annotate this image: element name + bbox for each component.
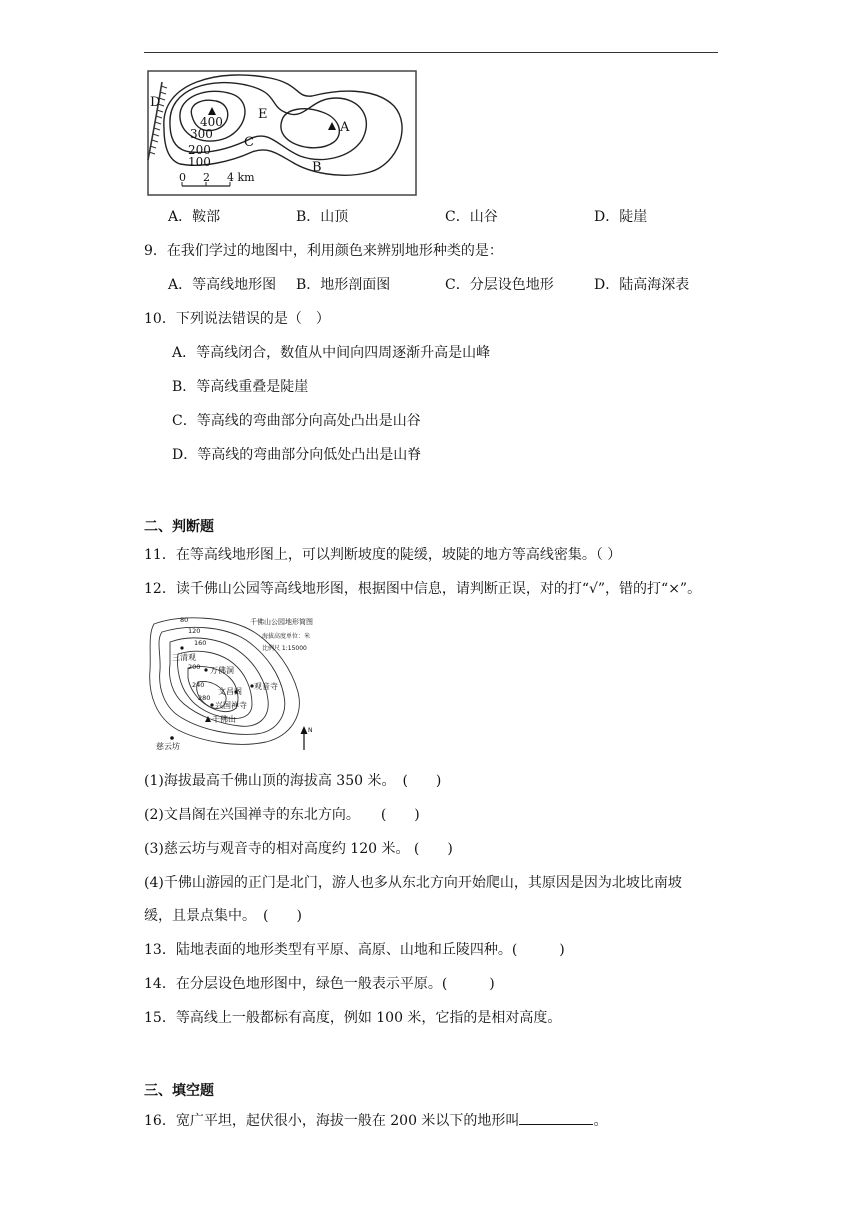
qianfoshan-contour-map — [142, 612, 332, 754]
q9-option-c[interactable]: C．分层设色地形 — [445, 277, 554, 293]
q9-stem: 9．在我们学过的地图中，利用颜色来辨别地形种类的是： — [144, 243, 503, 259]
place-guanyinsi: 观音寺 — [254, 682, 278, 691]
q16-text-end: 。 — [593, 1113, 608, 1129]
place-qianfoshan: 千佛山 — [212, 715, 236, 724]
svg-text:0: 0 — [179, 171, 186, 184]
q16-answer-blank[interactable] — [519, 1110, 593, 1125]
place-wenchangge: 文昌阁 — [218, 687, 242, 696]
svg-text:240: 240 — [192, 681, 205, 689]
q12-item-4-continued: 缓，且景点集中。 ( ) — [144, 908, 302, 924]
q16-line — [144, 1110, 607, 1131]
svg-text:2: 2 — [203, 171, 210, 184]
q11-text: 11．在等高线地形图上，可以判断坡度的陡缓，坡陡的地方等高线密集。（ ） — [144, 547, 622, 563]
q10-stem: 10．下列说法错误的是（ ） — [144, 311, 330, 327]
q8-option-a[interactable]: A．鞍部 — [168, 209, 221, 225]
section-title-fill-blank: 三、填空题 — [144, 1083, 214, 1099]
q8-option-b[interactable]: B．山顶 — [296, 209, 349, 225]
place-xingguochansi: 兴国禅寺 — [215, 701, 247, 710]
q15-text: 15．等高线上一般都标有高度，例如 100 米，它指的是相对高度。 — [144, 1010, 562, 1026]
q9-option-a[interactable]: A．等高线地形图 — [168, 277, 277, 293]
contour-label: 200 — [188, 143, 211, 157]
svg-text:160: 160 — [194, 639, 207, 647]
place-sanqingguan: 三清观 — [172, 653, 196, 662]
q10-option-b[interactable]: B．等高线重叠是陡崖 — [172, 379, 309, 395]
svg-text:N: N — [308, 727, 313, 734]
svg-text:比例尺 1:15000: 比例尺 1:15000 — [262, 645, 307, 652]
section-title-judgment: 二、判断题 — [144, 519, 214, 535]
q12-item-2: (2)文昌阁在兴国禅寺的东北方向。 ( ) — [144, 807, 420, 823]
contour-label: 400 — [200, 115, 223, 129]
q8-option-c[interactable]: C．山谷 — [445, 209, 498, 225]
place-ciyunfang: 慈云坊 — [156, 742, 180, 751]
q13-text: 13．陆地表面的地形类型有平原、高原、山地和丘陵四种。( ) — [144, 942, 565, 958]
q12-item-4: (4)千佛山游园的正门是北门，游人也多从东北方向开始爬山，其原因是因为北坡比南坡 — [144, 875, 682, 891]
map-title: 千佛山公园地形简图 — [250, 618, 313, 626]
contour-map-figure — [140, 68, 422, 198]
svg-text:200: 200 — [188, 663, 201, 671]
point-label-a: A — [340, 120, 350, 135]
q12-stem: 12．读千佛山公园等高线地形图，根据图中信息，请判断正误，对的打“√”，错的打“×”。 — [144, 581, 702, 597]
contour-label: 300 — [190, 127, 213, 141]
point-label-e: E — [258, 107, 268, 122]
svg-text:280: 280 — [198, 694, 211, 702]
q9-option-b[interactable]: B．地形剖面图 — [296, 277, 391, 293]
north-arrow-icon — [301, 726, 313, 750]
place-wanfodong: 万佛洞 — [210, 666, 234, 675]
point-label-c: C — [244, 135, 254, 150]
q10-option-a[interactable]: A．等高线闭合，数值从中间向四周逐渐升高是山峰 — [172, 345, 491, 361]
q12-item-3: (3)慈云坊与观音寺的相对高度约 120 米。 ( ) — [144, 841, 453, 857]
q8-option-d[interactable]: D．陡崖 — [594, 209, 648, 225]
svg-text:120: 120 — [188, 627, 201, 635]
qianfoshan-legend — [250, 617, 313, 652]
q10-option-c[interactable]: C．等高线的弯曲部分向高处凸出是山谷 — [172, 413, 421, 429]
svg-text:海拔高度单位：米: 海拔高度单位：米 — [262, 633, 311, 640]
svg-text:4 km: 4 km — [227, 171, 255, 184]
qianfoshan-places — [156, 646, 278, 751]
q16-text: 16．宽广平坦，起伏很小，海拔一般在 200 米以下的地形叫 — [144, 1113, 520, 1129]
q14-text: 14．在分层设色地形图中，绿色一般表示平原。( ) — [144, 976, 495, 992]
point-label-d: D — [150, 95, 161, 110]
contour-label: 100 — [188, 155, 211, 169]
point-label-b: B — [312, 160, 322, 175]
header-rule — [144, 52, 718, 53]
q10-option-d[interactable]: D．等高线的弯曲部分向低处凸出是山脊 — [172, 447, 422, 463]
q12-item-1: (1)海拔最高千佛山顶的海拔高 350 米。 ( ) — [144, 773, 442, 789]
svg-text:80: 80 — [180, 616, 189, 624]
q9-option-d[interactable]: D．陆高海深表 — [594, 277, 690, 293]
